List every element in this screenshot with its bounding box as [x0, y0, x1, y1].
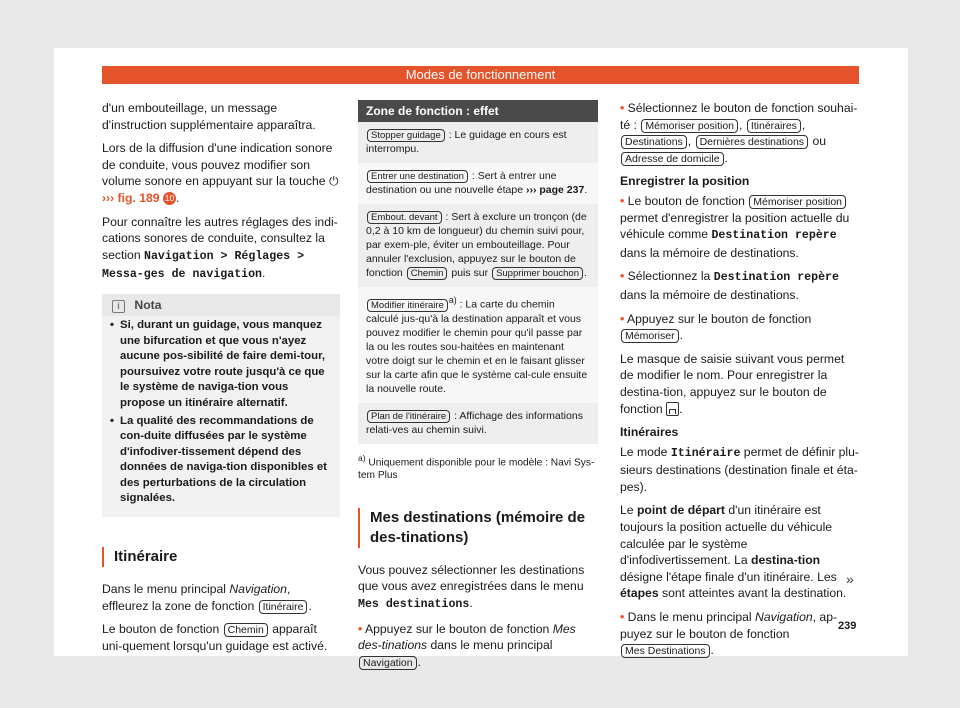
- paragraph: Vous pouvez sélectionner les destinations que vous avez enregistrées dans le menu Mes destinations.: [358, 562, 585, 612]
- itineraires-button[interactable]: Itinéraires: [747, 119, 801, 133]
- entrer-destination-button[interactable]: Entrer une destination: [367, 170, 468, 183]
- paragraph: Pour connaître les autres réglages des indi-cations sonores de conduite, consultez la section Navigation > Réglages > Messa-ges de navigation.: [102, 214, 338, 282]
- modifier-itineraire-button[interactable]: Modifier itinéraire: [367, 299, 448, 312]
- paragraph: Le mode Itinéraire permet de définir plu-sieurs destinations (destination finale et éta-pes).: [620, 444, 859, 494]
- navigation-button[interactable]: Navigation: [359, 656, 417, 670]
- paragraph: Le masque de saisie suivant vous permet de modifier le nom. Pour enregistrer la destina-tion, appuyez sur le bouton de fonction .: [620, 351, 845, 416]
- column-middle: [358, 100, 598, 677]
- bullet-item: • Sélectionnez la Destination repère dans la mémoire de destinations.: [620, 269, 839, 302]
- page-header: Modes de fonctionnement: [102, 66, 859, 84]
- callout-number: 10: [164, 193, 175, 204]
- table-row: Plan de l'itinéraire : Affichage des informations relati-ves au chemin suivi.: [358, 403, 598, 444]
- section-title-mes-destinations: Mes destinations (mémoire de des-tinations): [358, 508, 598, 548]
- info-icon: i: [112, 300, 125, 313]
- bullet-item: • Appuyez sur le bouton de fonction Mémoriser .: [620, 311, 812, 343]
- stopper-guidage-button[interactable]: Stopper guidage: [367, 129, 445, 142]
- column-right: [620, 100, 860, 666]
- paragraph: Lors de la diffusion d'une indication sonore de conduite, vous pouvez modifier son volume sonore en appuyant sur la touche ⏻ ››› fig. 189 10 .: [102, 141, 339, 205]
- note-title: Nota: [134, 297, 162, 312]
- chemin-button[interactable]: Chemin: [407, 267, 448, 280]
- note-header: [102, 294, 340, 316]
- supprimer-bouchon-button[interactable]: Supprimer bouchon: [492, 267, 583, 280]
- paragraph: d'un embouteillage, un message d'instruction supplémentaire apparaîtra.: [102, 101, 316, 132]
- note-box: [102, 294, 340, 517]
- table-row: Modifier itinéraire $^{a)}$ : La carte du chemin calculé jus-qu'à la destination apparaît et vous pouvez modifier le chemin pour qu'il passe par la ou les routes sou-haitées en maintenant votre doigt sur le chemin et en le faisant glisser sur la carte afin que le système cal-cule ensuite la nouvelle route.: [358, 287, 598, 403]
- continue-icon: »: [846, 571, 854, 587]
- chemin-button[interactable]: Chemin: [224, 623, 268, 637]
- paragraph: Dans le menu principal Navigation, effleurez la zone de fonction Itinéraire .: [102, 582, 312, 613]
- bullet-item: • Dans le menu principal Navigation, ap-puyez sur le bouton de fonction Mes Destinations .: [620, 610, 838, 658]
- subheading: Enregistrer la position: [620, 174, 750, 189]
- bullet-item: • Appuyez sur le bouton de fonction Mes des-tinations dans le menu principal Navigation .: [358, 621, 576, 669]
- page-reference[interactable]: ››› page 237: [525, 184, 585, 196]
- page-number: 239: [838, 620, 857, 632]
- power-icon: ⏻: [328, 174, 339, 189]
- itineraire-button[interactable]: Itinéraire: [259, 600, 308, 614]
- figure-reference[interactable]: ››› fig. 189: [102, 190, 160, 205]
- note-item: • La qualité des recommandations de con-duite diffusées par le système d'infodiver-tissement dépend des données de naviga-tion disponibles et des perturbations de la circulation signalées.: [102, 412, 340, 508]
- subheading: Itinéraires: [620, 425, 679, 440]
- paragraph: Le bouton de fonction Chemin apparaît uni-quement lorsqu'un guidage est activé.: [102, 622, 328, 653]
- plan-itineraire-button[interactable]: Plan de l'itinéraire: [367, 410, 450, 423]
- section-title-itineraire: Itinéraire: [102, 547, 340, 567]
- menu-path: Navigation > Réglages > Messa-ges de navigation: [102, 249, 305, 282]
- bullet-item: • Sélectionnez le bouton de fonction souhai-té : Mémoriser position , Itinéraires , Destinations , Dernières destinations ou Adresse de domicile .: [620, 101, 858, 165]
- mes-destinations-button[interactable]: Mes Destinations: [621, 644, 710, 658]
- menu-name: Mes destinations: [358, 598, 470, 612]
- paragraph: Le point de départ d'un itinéraire est toujours la position actuelle du véhicule calculée par le système d'infodivertissement. La destina-tion désigne l'étape finale d'un itinéraire. Les étapes sont atteintes avant la destination.: [620, 503, 847, 601]
- memoriser-position-button[interactable]: Mémoriser position: [749, 195, 846, 209]
- table-header: Zone de fonction : effet: [358, 100, 598, 122]
- note-item: • Si, durant un guidage, vous manquez une bifurcation et que vous n'ayez aucune pos-sibilité de faire demi-tour, poursuivez votre route jusqu'à ce que le système de naviga-tion vous propose un itinéraire alternatif.: [102, 316, 340, 412]
- column-left: [102, 100, 340, 661]
- table-row: Embout. devant : Sert à exclure un tronçon (de 0,2 à 10 km de longueur) du chemin suivi pour, par exem-ple, éviter un embouteillage. Pour annuler l'exclusion, appuyez sur le bouton de fonction Chemin puis sur Supprimer bouchon .: [358, 204, 598, 287]
- dernieres-destinations-button[interactable]: Dernières destinations: [696, 135, 808, 149]
- destinations-button[interactable]: Destinations: [621, 135, 687, 149]
- table-row: Entrer une destination : Sert à entrer une destination ou une nouvelle étape ››› page 237.: [358, 163, 598, 204]
- footnote: $^{a)}$ Uniquement disponible pour le modèle : Navi Sys-tem Plus: [358, 452, 595, 481]
- save-icon[interactable]: [666, 402, 679, 416]
- embout-devant-button[interactable]: Embout. devant: [367, 211, 442, 224]
- adresse-domicile-button[interactable]: Adresse de domicile: [621, 152, 724, 166]
- memoriser-position-button[interactable]: Mémoriser position: [641, 119, 738, 133]
- table-row: Stopper guidage : Le guidage en cours est interrompu.: [358, 122, 598, 163]
- memoriser-button[interactable]: Mémoriser: [621, 329, 679, 343]
- bullet-item: • Le bouton de fonction Mémoriser position permet d'enregistrer la position actuelle du véhicule comme Destination repère dans la mémoire de destinations.: [620, 193, 850, 260]
